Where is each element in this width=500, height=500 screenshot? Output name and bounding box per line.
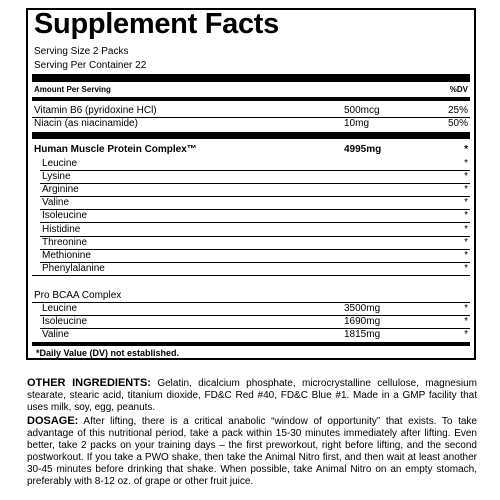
nutrient-amount: 1690mg	[344, 316, 381, 327]
nutrient-dv: *	[464, 329, 468, 340]
nutrient-name: Vitamin B6 (pyridoxine HCl)	[34, 105, 157, 116]
serving-size: Serving Size 2 Packs	[34, 46, 129, 57]
nutrient-row	[28, 184, 474, 196]
nutrient-name: Leucine	[42, 303, 78, 314]
supplement-facts-panel	[26, 8, 476, 360]
nutrient-name: Phenylalanine	[42, 262, 105, 274]
thick-divider-top	[32, 74, 470, 82]
nutrient-row	[28, 303, 474, 315]
nutrient-dv: *	[464, 210, 468, 222]
nutrient-row	[28, 171, 474, 183]
nutrient-row	[28, 105, 474, 117]
nutrient-name: Isoleucine	[42, 316, 88, 327]
divider-bottom	[32, 342, 470, 346]
footnote: *Daily Value (DV) not established.	[36, 348, 180, 358]
nutrient-name: Lysine	[42, 171, 71, 183]
nutrient-row	[28, 329, 474, 341]
nutrient-dv: *	[464, 223, 468, 235]
nutrient-amount: 500mcg	[344, 105, 380, 116]
nutrient-dv: 50%	[447, 118, 468, 129]
amount-per-serving-header: Amount Per Serving	[34, 85, 111, 94]
nutrient-row	[28, 237, 474, 249]
nutrient-dv: *	[464, 184, 468, 196]
other-ingredients-paragraph	[27, 377, 477, 414]
nutrient-name: Human Muscle Protein Complex™	[34, 144, 197, 155]
nutrient-dv: *	[464, 303, 468, 314]
nutrient-dv: *	[464, 316, 468, 327]
nutrient-name: Leucine	[42, 158, 78, 169]
nutrient-row	[28, 144, 474, 156]
thick-divider-middle	[32, 132, 470, 139]
nutrient-row	[28, 250, 474, 262]
dv-header: %DV	[449, 85, 468, 94]
servings-per-container: Serving Per Container 22	[34, 60, 147, 71]
nutrient-dv: *	[464, 171, 468, 183]
nutrient-amount: 3500mg	[344, 303, 381, 314]
nutrient-row	[28, 210, 474, 222]
nutrient-name: Histidine	[42, 223, 81, 235]
nutrient-dv: 25%	[447, 105, 468, 116]
dosage-text: After lifting, there is a critical anabolic “window of opportunity” that exists. To take advantage of this nutritional period, take a pack within 15-30 minutes immediately after lifting. Even better, take 2 packs on your training days – the first preworkout, right before lifting, and the second postworkout. If you take a PWO shake, then take the Animal Nitro first, and then wait at least another 30-45 minutes before drinking that shake. When possible, take Animal Nitro on an empty stomach, preferably with 8-12 oz. of grape or other fruit juice.	[27, 416, 477, 487]
other-ingredients-text: Gelatin, dicalcium phosphate, microcrystalline cellulose, magnesium stearate, stearic acid, titanium dioxide, FD&C Red #40, FD&C Blue #1. Made in a GMP facility that uses milk, soy, egg, peanuts.	[27, 378, 477, 413]
nutrient-dv: *	[464, 144, 468, 155]
nutrient-name: Niacin (as niacinamide)	[34, 118, 138, 129]
nutrient-name: Pro BCAA Complex	[34, 290, 122, 301]
nutrient-amount: 1815mg	[344, 329, 381, 340]
nutrient-name: Arginine	[42, 184, 79, 196]
nutrient-name: Valine	[42, 329, 70, 340]
dosage-paragraph	[27, 415, 477, 488]
nutrient-row	[28, 224, 474, 236]
nutrient-row	[28, 197, 474, 209]
nutrient-dv: *	[464, 158, 468, 169]
nutrient-dv: *	[464, 197, 468, 209]
nutrient-name: Valine	[42, 197, 70, 209]
row-divider	[32, 275, 470, 276]
nutrient-name: Isoleucine	[42, 210, 88, 222]
nutrient-row	[28, 158, 474, 170]
nutrient-dv: *	[464, 249, 468, 261]
nutrient-name: Threonine	[42, 236, 88, 248]
nutrient-row	[28, 263, 474, 275]
nutrient-dv: *	[464, 236, 468, 248]
nutrient-row	[28, 316, 474, 328]
divider-header	[32, 97, 470, 101]
nutrient-row	[28, 118, 474, 130]
nutrient-name: Methionine	[42, 249, 91, 261]
nutrient-amount: 4995mg	[344, 144, 382, 155]
nutrient-amount: 10mg	[344, 118, 370, 129]
nutrient-dv: *	[464, 262, 468, 274]
nutrient-row	[28, 290, 474, 302]
dosage-label: DOSAGE:	[27, 415, 79, 427]
panel-title: Supplement Facts	[34, 8, 279, 40]
other-ingredients-label: OTHER INGREDIENTS:	[27, 377, 151, 389]
